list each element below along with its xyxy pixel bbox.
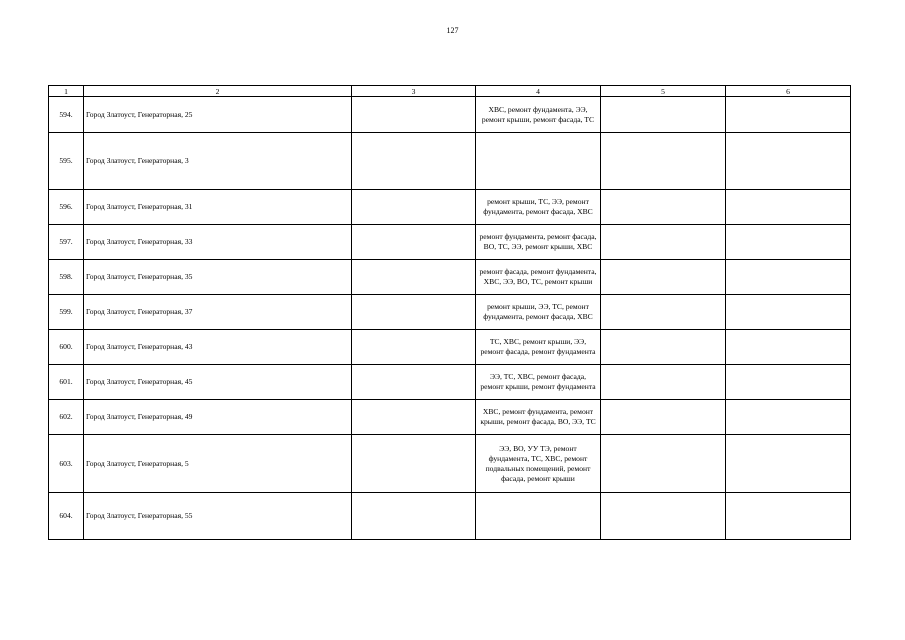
- row-col3: [352, 295, 476, 330]
- row-number: 603.: [49, 435, 84, 493]
- row-col5: [601, 190, 726, 225]
- row-address: Город Златоуст, Генераторная, 5: [84, 435, 352, 493]
- row-col3: [352, 400, 476, 435]
- table-row: [49, 295, 851, 330]
- row-col5: [601, 435, 726, 493]
- table-row: [49, 97, 851, 133]
- row-works: ремонт фасада, ремонт фундамента, ХВС, ЭЭ, ВО, ТС, ремонт крыши: [476, 260, 601, 295]
- row-address: Город Златоуст, Генераторная, 35: [84, 260, 352, 295]
- table-row: [49, 330, 851, 365]
- column-header-1: 1: [49, 86, 84, 97]
- row-col3: [352, 365, 476, 400]
- table-row: [49, 493, 851, 540]
- row-col3: [352, 435, 476, 493]
- column-header-6: 6: [726, 86, 851, 97]
- row-col5: [601, 400, 726, 435]
- table-header-row: [49, 86, 851, 97]
- row-works: ХВС, ремонт фундамента, ЭЭ, ремонт крыши, ремонт фасада, ТС: [476, 97, 601, 133]
- column-header-2: 2: [84, 86, 352, 97]
- row-number: 602.: [49, 400, 84, 435]
- row-col6: [726, 400, 851, 435]
- table-row: [49, 365, 851, 400]
- row-col5: [601, 493, 726, 540]
- row-col5: [601, 295, 726, 330]
- row-works: [476, 133, 601, 190]
- table-row: [49, 190, 851, 225]
- row-number: 604.: [49, 493, 84, 540]
- row-col6: [726, 330, 851, 365]
- table-row: [49, 225, 851, 260]
- row-col6: [726, 435, 851, 493]
- row-col6: [726, 260, 851, 295]
- row-col6: [726, 493, 851, 540]
- row-address: Город Златоуст, Генераторная, 33: [84, 225, 352, 260]
- row-col3: [352, 133, 476, 190]
- row-number: 594.: [49, 97, 84, 133]
- row-address: Город Златоуст, Генераторная, 3: [84, 133, 352, 190]
- row-col6: [726, 133, 851, 190]
- row-works: ремонт крыши, ТС, ЭЭ, ремонт фундамента, ремонт фасада, ХВС: [476, 190, 601, 225]
- row-col5: [601, 260, 726, 295]
- row-col6: [726, 190, 851, 225]
- row-col3: [352, 97, 476, 133]
- row-col5: [601, 225, 726, 260]
- row-works: ремонт фундамента, ремонт фасада, ВО, ТС, ЭЭ, ремонт крыши, ХВС: [476, 225, 601, 260]
- row-col5: [601, 97, 726, 133]
- row-col3: [352, 493, 476, 540]
- row-address: Город Златоуст, Генераторная, 31: [84, 190, 352, 225]
- row-works: ЭЭ, ВО, УУ ТЭ, ремонт фундамента, ТС, ХВС, ремонт подвальных помещений, ремонт фасада, ремонт крыши: [476, 435, 601, 493]
- row-col6: [726, 295, 851, 330]
- column-header-4: 4: [476, 86, 601, 97]
- row-works: ХВС, ремонт фундамента, ремонт крыши, ремонт фасада, ВО, ЭЭ, ТС: [476, 400, 601, 435]
- row-col3: [352, 330, 476, 365]
- table-row: [49, 260, 851, 295]
- row-col3: [352, 190, 476, 225]
- row-number: 599.: [49, 295, 84, 330]
- row-col5: [601, 365, 726, 400]
- row-address: Город Златоуст, Генераторная, 45: [84, 365, 352, 400]
- row-works: ЭЭ, ТС, ХВС, ремонт фасада, ремонт крыши, ремонт фундамента: [476, 365, 601, 400]
- row-address: Город Златоуст, Генераторная, 25: [84, 97, 352, 133]
- table-row: [49, 400, 851, 435]
- register-table: [48, 85, 851, 540]
- row-number: 600.: [49, 330, 84, 365]
- row-number: 597.: [49, 225, 84, 260]
- row-col6: [726, 365, 851, 400]
- row-number: 598.: [49, 260, 84, 295]
- row-address: Город Златоуст, Генераторная, 49: [84, 400, 352, 435]
- row-col5: [601, 133, 726, 190]
- row-works: [476, 493, 601, 540]
- row-col6: [726, 225, 851, 260]
- row-address: Город Златоуст, Генераторная, 43: [84, 330, 352, 365]
- row-col3: [352, 225, 476, 260]
- column-header-5: 5: [601, 86, 726, 97]
- row-col6: [726, 97, 851, 133]
- row-works: ремонт крыши, ЭЭ, ТС, ремонт фундамента, ремонт фасада, ХВС: [476, 295, 601, 330]
- row-address: Город Златоуст, Генераторная, 55: [84, 493, 352, 540]
- row-address: Город Златоуст, Генераторная, 37: [84, 295, 352, 330]
- page-number: 127: [446, 26, 459, 35]
- row-number: 596.: [49, 190, 84, 225]
- row-number: 601.: [49, 365, 84, 400]
- row-number: 595.: [49, 133, 84, 190]
- row-col5: [601, 330, 726, 365]
- row-col3: [352, 260, 476, 295]
- table-row: [49, 435, 851, 493]
- table-row: [49, 133, 851, 190]
- column-header-3: 3: [352, 86, 476, 97]
- row-works: ТС, ХВС, ремонт крыши, ЭЭ, ремонт фасада, ремонт фундамента: [476, 330, 601, 365]
